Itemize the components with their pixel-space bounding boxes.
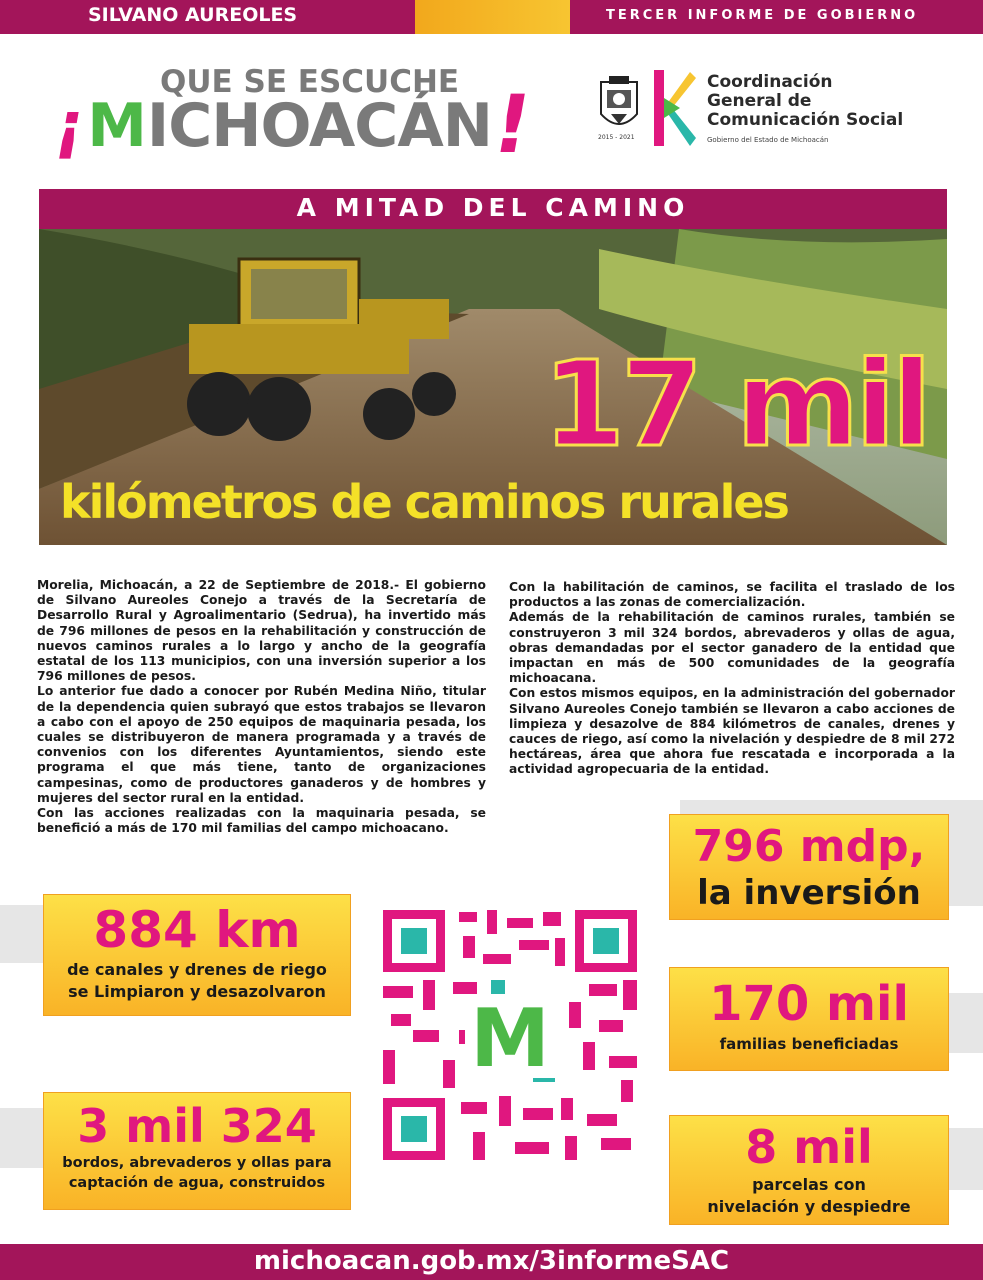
coordination-line-3: Comunicación Social: [707, 110, 904, 130]
article-paragraph: Con la habilitación de caminos, se facilita el traslado de los productos a las zonas de comercialización.: [509, 580, 955, 610]
state-seal-icon: [597, 74, 641, 140]
stat-box-parcelas: [670, 1116, 948, 1224]
coordination-subtitle: Gobierno del Estado de Michoacán: [707, 136, 829, 144]
stat-number: 170 mil: [709, 976, 909, 1032]
logo-open-mark: ¡: [49, 89, 92, 163]
qr-code-icon[interactable]: [383, 910, 637, 1160]
stat-box-mdp: [670, 815, 948, 919]
logo-word: ICHOACÁN: [146, 91, 492, 161]
stat-number: 3 mil 324: [77, 1099, 317, 1153]
stat-text: la inversión: [697, 873, 921, 913]
stat-number: 796 mdp,: [692, 821, 926, 872]
logo-tagline: QUE SE ESCUCHE: [160, 64, 460, 100]
stat-text: bordos, abrevaderos y ollas para: [62, 1155, 332, 1171]
k-brand-icon: [650, 68, 696, 148]
article-paragraph: Con las acciones realizadas con la maquinaria pesada, se benefició a más de 170 mil familias del campo michoacano.: [37, 806, 486, 836]
stat-number: 8 mil: [745, 1120, 873, 1174]
stat-box-km: [44, 895, 350, 1015]
stat-text: de canales y drenes de riego: [67, 960, 327, 979]
stat-text: nivelación y despiedre: [707, 1197, 911, 1216]
top-bar-gold-accent: [415, 0, 570, 34]
article-paragraph: Morelia, Michoacán, a 22 de Septiembre de 2018.- El gobierno de Silvano Aureoles Conejo a través de la Secretaría de Desarrollo Rural y Agroalimentario (Sedrua), ha invertido más de 796 millones de pesos en la rehabilitación y construcción de nuevos caminos rurales a lo largo y ancho de la geografía estatal de los 113 municipios, con una inversión superior a los 796 millones de pesos.: [37, 578, 486, 684]
article-paragraph: Lo anterior fue dado a conocer por Rubén Medina Niño, titular de la dependencia quien subrayó que estos trabajos se llevaron a cabo con el apoyo de 250 equipos de maquinaria pesada, los cuales se distribuyeron de manera programada y a través de convenios con los diferentes Ayuntamientos, siendo este programa el que más tiene, tanto de organizaciones campesinas, como de productores ganaderos y de hombres y mujeres del sector rural en la entidad.: [37, 684, 486, 805]
top-bar: [0, 0, 983, 34]
governor-name: SILVANO AUREOLES: [88, 4, 298, 26]
stat-number: 884 km: [93, 901, 301, 959]
logo-close-mark: !: [485, 78, 539, 171]
stat-box-familias: [670, 968, 948, 1070]
article-paragraph: Además de la rehabilitación de caminos rurales, también se construyeron 3 mil 324 bordos, abrevaderos y ollas de agua, obras demandadas por el sector ganadero de la entidad que impactan en más de 500 comunidades de la geografía michoacana.: [509, 610, 955, 686]
coordination-name: [707, 73, 903, 130]
report-title: TERCER INFORME DE GOBIERNO: [606, 8, 919, 23]
coordination-line-2: General de: [707, 91, 812, 111]
logo-m-letter: M: [87, 91, 147, 161]
footer-url-link[interactable]: michoacan.gob.mx/3informeSAC: [253, 1246, 730, 1276]
seal-years: 2015 - 2021: [598, 134, 635, 141]
banner-title: A MITAD DEL CAMINO: [296, 193, 690, 222]
qr-center-letter: M: [470, 992, 550, 1085]
stat-text: parcelas con: [752, 1175, 866, 1194]
article-paragraph: Con estos mismos equipos, en la administración del gobernador Silvano Aureoles Conejo también se llevaron a cabo acciones de limpieza y desazolve de 884 kilómetros de canales, drenes y cauces de riego, así como la nivelación y despiedre de 8 mil 272 hectáreas, área que ahora fue rescatada e incorporada a la actividad agropecuaria de la entidad.: [509, 686, 955, 777]
article-column-2: [509, 580, 955, 778]
stat-text: se Limpiaron y desazolvaron: [68, 982, 326, 1001]
stat-text: familias beneficiadas: [719, 1035, 899, 1053]
stat-box-bordos: [44, 1093, 350, 1209]
stat-text: captación de agua, construidos: [68, 1175, 326, 1191]
banner-subtitle: kilómetros de caminos rurales: [60, 475, 788, 529]
banner-big-number: 17 mil: [542, 335, 928, 473]
article-column-1: [37, 578, 486, 836]
coordination-line-1: Coordinación: [707, 72, 833, 92]
